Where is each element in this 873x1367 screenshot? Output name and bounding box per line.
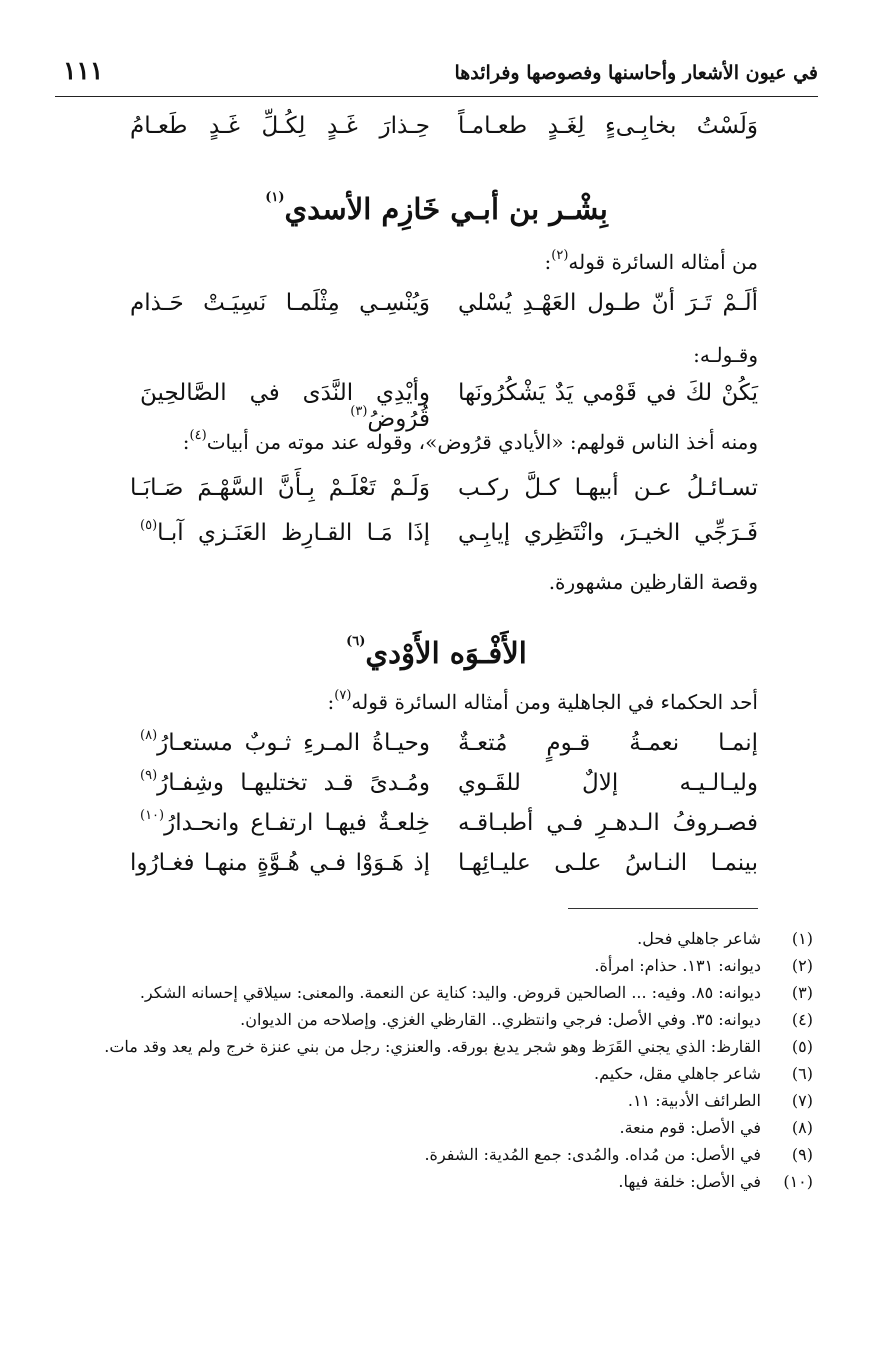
verse-line [130, 290, 758, 330]
intro-text-end: : [182, 430, 190, 454]
intro-text-body: ومنه أخذ الناس قولهم: «الأيادي قرُوض»، وقوله عند موته من أبيات [206, 430, 758, 454]
footnote-text: القارظ: الذي يجني القَرَظ وهو شجر يدبغ بورقه. والعنزي: رجل من بني عنزة خرج ولم يعد وقد مات. [104, 1037, 761, 1056]
verse-hemistich-second [140, 730, 430, 756]
section-title-text: بِشْـر بن أبـي خَازِم الأسدي [284, 192, 608, 226]
intro-text-body: أحد الحكماء في الجاهلية ومن أمثاله السائرة قوله [351, 690, 758, 714]
footnote [62, 1087, 813, 1114]
verse-hemistich-text: وأيْدِي النَّدَى في الصَّالحِينَ قُرُوضُ [140, 380, 430, 432]
verse-line [130, 113, 758, 153]
intro-text-body: من أمثاله السائرة قوله [568, 250, 758, 274]
verse-hemistich-first: يَكُنْ لكَ في قَوْمي يَدٌ يَشْكُرُونَها [458, 380, 758, 406]
footnote [62, 979, 813, 1006]
section-title [0, 192, 873, 226]
section-title-text: الأَفْـوَه الأَوْدي [365, 636, 527, 670]
footnote-text: ديوانه: ٣٥. وفي الأصل: فرجي وانتظري.. القارظي الغزي. وإصلاحه من الديوان. [240, 1010, 761, 1029]
verse-line [130, 850, 758, 890]
intro-text-end: : [544, 250, 552, 274]
footnote-ref: (٧) [334, 688, 352, 703]
footnote-text: في الأصل: من مُداه. والمُدى: جمع المُدية: الشفرة. [424, 1145, 761, 1164]
intro-text [545, 250, 759, 274]
intro-text-end: : [327, 690, 335, 714]
footnotes [62, 925, 813, 1195]
verse-line [130, 810, 758, 850]
verse-hemistich-text: خِلعـةٌ فيهـا ارتفـاع وانحـدارُ [164, 810, 430, 836]
footnote-number: (١) [791, 929, 813, 948]
footnote-ref: (٨) [140, 728, 158, 743]
footnote-text: في الأصل: خلفة فيها. [618, 1172, 761, 1191]
section-title [0, 636, 873, 670]
footnote-text: شاعر جاهلي فحل. [637, 929, 761, 948]
footnote-separator [568, 908, 758, 909]
footnote-ref: (٥) [140, 518, 158, 533]
footnote-text: ديوانه: ٨٥. وفيه: ... الصالحين قروض. واليد: كناية عن النعمة. والمعنى: سيلاقي إحسانه الشكر. [139, 983, 761, 1002]
verse-line [130, 770, 758, 810]
footnote-ref: (١) [265, 190, 285, 205]
footnote-number: (٩) [791, 1145, 813, 1164]
footnote-number: (٧) [791, 1091, 813, 1110]
verse-line [130, 380, 758, 432]
footnote-ref: (٤) [189, 428, 207, 443]
footnote-ref: (٦) [346, 634, 366, 649]
verse-hemistich-first: إنمـا نعمـةُ قـومٍ مُتعـةٌ [458, 730, 758, 756]
footnote [62, 1141, 813, 1168]
footnote-text: شاعر جاهلي مقل، حكيم. [594, 1064, 761, 1083]
verse-hemistich-text: إذَا مَـا القـارِظ العَنَـزي آبـا [157, 520, 430, 546]
verse-line [130, 730, 758, 770]
footnote-ref: (٢) [551, 248, 569, 263]
verse-hemistich-second [140, 380, 430, 432]
header-title: في عيون الأشعار وأحاسنها وفصوصها وفرائدها [454, 62, 818, 84]
intro-text [183, 430, 758, 454]
footnote [62, 1060, 813, 1087]
verse-hemistich-second [140, 770, 430, 796]
running-header [55, 52, 818, 97]
verse-hemistich-second: إذ هَـوَوْا فـي هُـوَّةٍ منهـا فغـارُوا [130, 850, 430, 876]
footnote-text: في الأصل: قوم منعة. [619, 1118, 761, 1137]
footnote-number: (٨) [791, 1118, 813, 1137]
footnote [62, 1114, 813, 1141]
footnote-number: (٣) [791, 983, 813, 1002]
footnote-text: الطرائف الأدبية: ١١. [627, 1091, 761, 1110]
verse-hemistich-text: ومُـدىً قـد تختليهـا وشِفـارُ [157, 770, 430, 796]
footnote-ref: (٣) [350, 404, 368, 419]
verse-hemistich-first: فصـروفُ الـدهـرِ فـي أطبـاقـه [458, 810, 758, 836]
verse-hemistich-second: وَيُنْسِـي مِثْلَمـا نَسِيَـتْ حَـذام [130, 290, 430, 316]
verse-hemistich-first: ألَـمْ تَـرَ أنّ طـول العَهْـدِ يُسْلي [458, 290, 758, 316]
footnote-text: ديوانه: ١٣١. حذام: امرأة. [594, 956, 761, 975]
verse-hemistich-first: تسـائـلُ عـن أبيهـا كـلَّ ركـب [458, 475, 758, 501]
footnote-ref: (١٠) [140, 808, 165, 823]
verse-hemistich-text: وحيـاةُ المـرءِ ثـوبٌ مستعـارُ [157, 730, 430, 756]
verse-hemistich-second [140, 520, 430, 546]
verse-hemistich-first: بينمـا النـاسُ علـى عليـائِهـا [458, 850, 758, 876]
verse-hemistich-second [140, 810, 430, 836]
footnote-number: (٦) [791, 1064, 813, 1083]
page-number: ١١١ [63, 56, 104, 85]
verse-line [130, 475, 758, 515]
verse-hemistich-second: وَلَـمْ تَعْلَـمْ بِـأَنَّ السَّهْـمَ صَـابَـا [130, 475, 430, 501]
closing-text: وقصة القارظين مشهورة. [548, 570, 758, 594]
footnote [62, 1168, 813, 1195]
verse-hemistich-second: حِـذارَ غَـدٍ لِكُـلِّ غَـدٍ طَعـامُ [130, 113, 430, 139]
verse-line [130, 520, 758, 560]
footnote [62, 1033, 813, 1060]
footnote-number: (١٠) [783, 1172, 813, 1191]
footnote-number: (٤) [791, 1010, 813, 1029]
intro-text [328, 690, 758, 714]
footnote-ref: (٩) [140, 768, 158, 783]
footnote-number: (٢) [791, 956, 813, 975]
footnote [62, 952, 813, 979]
footnote [62, 925, 813, 952]
intro-text: وقـولـه: [693, 343, 758, 367]
verse-hemistich-first: وَلَسْتُ بخابِـىءٍ لِغَـدٍ طعـامـاً [458, 113, 758, 139]
footnote-number: (٥) [791, 1037, 813, 1056]
footnote [62, 1006, 813, 1033]
verse-hemistich-first: فَـرَجِّي الخيـرَ، وانْتَظِري إيابِـي [458, 520, 758, 546]
verse-hemistich-first: وليـالـيـه إلالٌ للقَـوي [458, 770, 758, 796]
